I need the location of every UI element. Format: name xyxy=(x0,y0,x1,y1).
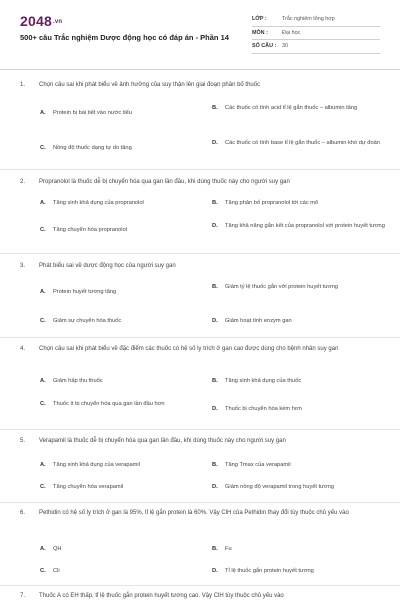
question-separator xyxy=(0,253,400,254)
option-text: Protein bị bài tiết vào nước tiểu xyxy=(53,110,132,116)
option-d[interactable] xyxy=(212,317,387,326)
option-a[interactable] xyxy=(40,377,215,386)
option-letter: A. xyxy=(40,462,46,468)
question-6 xyxy=(20,508,382,519)
question-number: 1. xyxy=(20,82,26,88)
option-a[interactable] xyxy=(40,199,215,208)
option-text: Cli xyxy=(53,568,60,574)
logo-text: 2048 xyxy=(20,13,52,29)
option-letter: B. xyxy=(212,378,218,384)
meta-key: MÔN : xyxy=(252,29,268,36)
option-letter: B. xyxy=(212,546,218,552)
question-number: 2. xyxy=(20,179,26,185)
question-number: 6. xyxy=(20,510,26,516)
option-d[interactable] xyxy=(212,139,387,148)
option-a[interactable] xyxy=(40,545,215,554)
site-logo[interactable] xyxy=(20,13,62,29)
option-text: Nồng độ thuốc dạng tự do tăng xyxy=(53,145,132,151)
option-letter: B. xyxy=(212,105,218,111)
question-7 xyxy=(20,591,382,600)
option-text: Protein huyết tương tăng xyxy=(53,289,117,295)
question-body: Chọn câu sai khi phát biểu về đặc điểm các thuốc có hệ số ly trích ở gan cao được dùng cho bệnh nhân suy gan xyxy=(39,346,339,352)
question-text xyxy=(20,508,382,519)
option-text: Thuốc ít bị chuyển hóa qua gan lần đầu hơn xyxy=(53,401,165,407)
option-text: Tăng sinh khả dụng của propranolol xyxy=(53,200,144,206)
option-letter: D. xyxy=(212,406,218,412)
option-letter: B. xyxy=(212,200,218,206)
option-text: Tăng phân bố propranolol tới các mô xyxy=(225,200,319,206)
meta-row-question-count xyxy=(252,40,380,54)
document-title: 500+ câu Trắc nghiệm Dược động học có đáp án - Phần 14 xyxy=(20,33,229,42)
option-text: Giảm hoạt tính enzym gan xyxy=(225,318,292,324)
question-text xyxy=(20,80,382,91)
option-d[interactable] xyxy=(212,567,387,576)
question-2 xyxy=(20,177,382,188)
option-d[interactable] xyxy=(212,483,387,492)
option-a[interactable] xyxy=(40,461,215,470)
question-number: 4. xyxy=(20,346,26,352)
question-body: Pethidin có hệ số ly trích ở gan là 95%, tỉ lệ gắn protein là 60%. Vậy ClH của Pethidin thay đổi tùy thuộc chủ yếu vào xyxy=(39,510,349,516)
option-letter: C. xyxy=(40,318,46,324)
option-text: Giảm tỷ lệ thuốc gắn với protein huyết tương xyxy=(225,284,339,290)
option-text: Tỉ lệ thuốc gắn protein huyết tương xyxy=(225,568,314,574)
question-text xyxy=(20,591,382,600)
option-c[interactable] xyxy=(40,483,215,492)
header-divider xyxy=(0,69,400,70)
option-letter: C. xyxy=(40,484,46,490)
question-body: Chọn câu sai khi phát biểu về ảnh hưởng của suy thận lên giai đoạn phân bố thuốc xyxy=(39,82,261,88)
option-text: QH xyxy=(53,546,62,552)
option-b[interactable] xyxy=(212,377,387,386)
option-letter: A. xyxy=(40,546,46,552)
question-4 xyxy=(20,344,382,355)
question-3 xyxy=(20,261,382,272)
option-b[interactable] xyxy=(212,461,387,470)
option-letter: A. xyxy=(40,289,46,295)
option-a[interactable] xyxy=(40,288,215,297)
question-1 xyxy=(20,80,382,91)
option-text: Fu xyxy=(225,546,232,552)
option-text: Giảm nồng độ verapamil trong huyết tương xyxy=(225,484,335,490)
question-text xyxy=(20,344,382,355)
question-separator xyxy=(0,585,400,586)
option-letter: C. xyxy=(40,568,46,574)
option-c[interactable] xyxy=(40,226,215,235)
option-text: Tăng sinh khả dụng của thuốc xyxy=(225,378,302,384)
question-separator xyxy=(0,502,400,503)
option-text: Tăng khả năng gắn kết của propranolol với protein huyết tương xyxy=(225,223,385,229)
option-letter: A. xyxy=(40,110,46,116)
question-text xyxy=(20,436,382,447)
option-letter: D. xyxy=(212,223,218,229)
question-number: 7. xyxy=(20,593,26,599)
option-c[interactable] xyxy=(40,567,215,576)
option-letter: D. xyxy=(212,318,218,324)
option-text: Tăng Tmax của verapamil xyxy=(225,462,291,468)
option-letter: C. xyxy=(40,401,46,407)
option-b[interactable] xyxy=(212,283,387,292)
question-text xyxy=(20,177,382,188)
option-text: Giảm sự chuyển hóa thuốc xyxy=(53,318,122,324)
document-header xyxy=(0,0,400,70)
logo-suffix: .vn xyxy=(52,19,63,26)
meta-key: LỚP : xyxy=(252,16,267,23)
option-text: Thuốc bị chuyển hóa kém hơn xyxy=(225,406,302,412)
option-letter: D. xyxy=(212,568,218,574)
question-separator xyxy=(0,169,400,170)
option-text: Giảm hấp thu thuốc xyxy=(53,378,103,384)
option-c[interactable] xyxy=(40,144,215,153)
question-text xyxy=(20,261,382,272)
option-letter: D. xyxy=(212,140,218,146)
option-b[interactable] xyxy=(212,545,387,554)
question-separator xyxy=(0,337,400,338)
question-body: Phát biểu sai về dược động học của người suy gan xyxy=(39,263,176,269)
question-5 xyxy=(20,436,382,447)
option-text: Tăng sinh khả dụng của verapamil xyxy=(53,462,140,468)
option-d[interactable] xyxy=(212,405,387,414)
question-body: Propranolol là thuốc dễ bị chuyển hóa qua gan lần đầu, khi dùng thuốc này cho người suy gan xyxy=(39,179,290,185)
option-letter: C. xyxy=(40,227,46,233)
question-body: Thuốc A có EH thấp, tỉ lệ thuốc gắn protein huyết tương cao. Vậy ClH tùy thuộc chủ yếu vào xyxy=(39,593,284,599)
meta-value: Trắc nghiệm tổng hợp xyxy=(282,16,335,23)
option-b[interactable] xyxy=(212,199,387,208)
option-text: Các thuốc có tính acid tỉ lệ gắn thuốc – albumin tăng xyxy=(225,105,358,111)
option-a[interactable] xyxy=(40,109,215,118)
option-letter: A. xyxy=(40,200,46,206)
option-text: Tăng chuyển hóa propranolol xyxy=(53,227,127,233)
meta-row-subject xyxy=(252,27,380,41)
option-c[interactable] xyxy=(40,400,190,409)
option-text: Các thuốc có tính base tỉ lệ gắn thuốc – albumin khó dự đoán xyxy=(225,140,380,146)
option-letter: B. xyxy=(212,284,218,290)
option-letter: A. xyxy=(40,378,46,384)
option-b[interactable] xyxy=(212,104,387,113)
question-separator xyxy=(0,429,400,430)
meta-value: 30 xyxy=(282,43,288,50)
question-number: 3. xyxy=(20,263,26,269)
meta-value: Đại học xyxy=(282,29,301,36)
option-letter: D. xyxy=(212,484,218,490)
option-letter: C. xyxy=(40,145,46,151)
option-c[interactable] xyxy=(40,317,215,326)
option-d[interactable] xyxy=(212,222,387,231)
option-text: Tăng chuyển hóa verapamil xyxy=(53,484,124,490)
question-number: 5. xyxy=(20,438,26,444)
question-body: Verapamil là thuốc dễ bị chuyển hóa qua gan lần đầu, khi dùng thuốc này cho người suy gan xyxy=(39,438,286,444)
meta-row-class xyxy=(252,13,380,27)
option-letter: B. xyxy=(212,462,218,468)
meta-key: SỐ CÂU : xyxy=(252,43,277,50)
meta-info-table xyxy=(252,13,380,54)
